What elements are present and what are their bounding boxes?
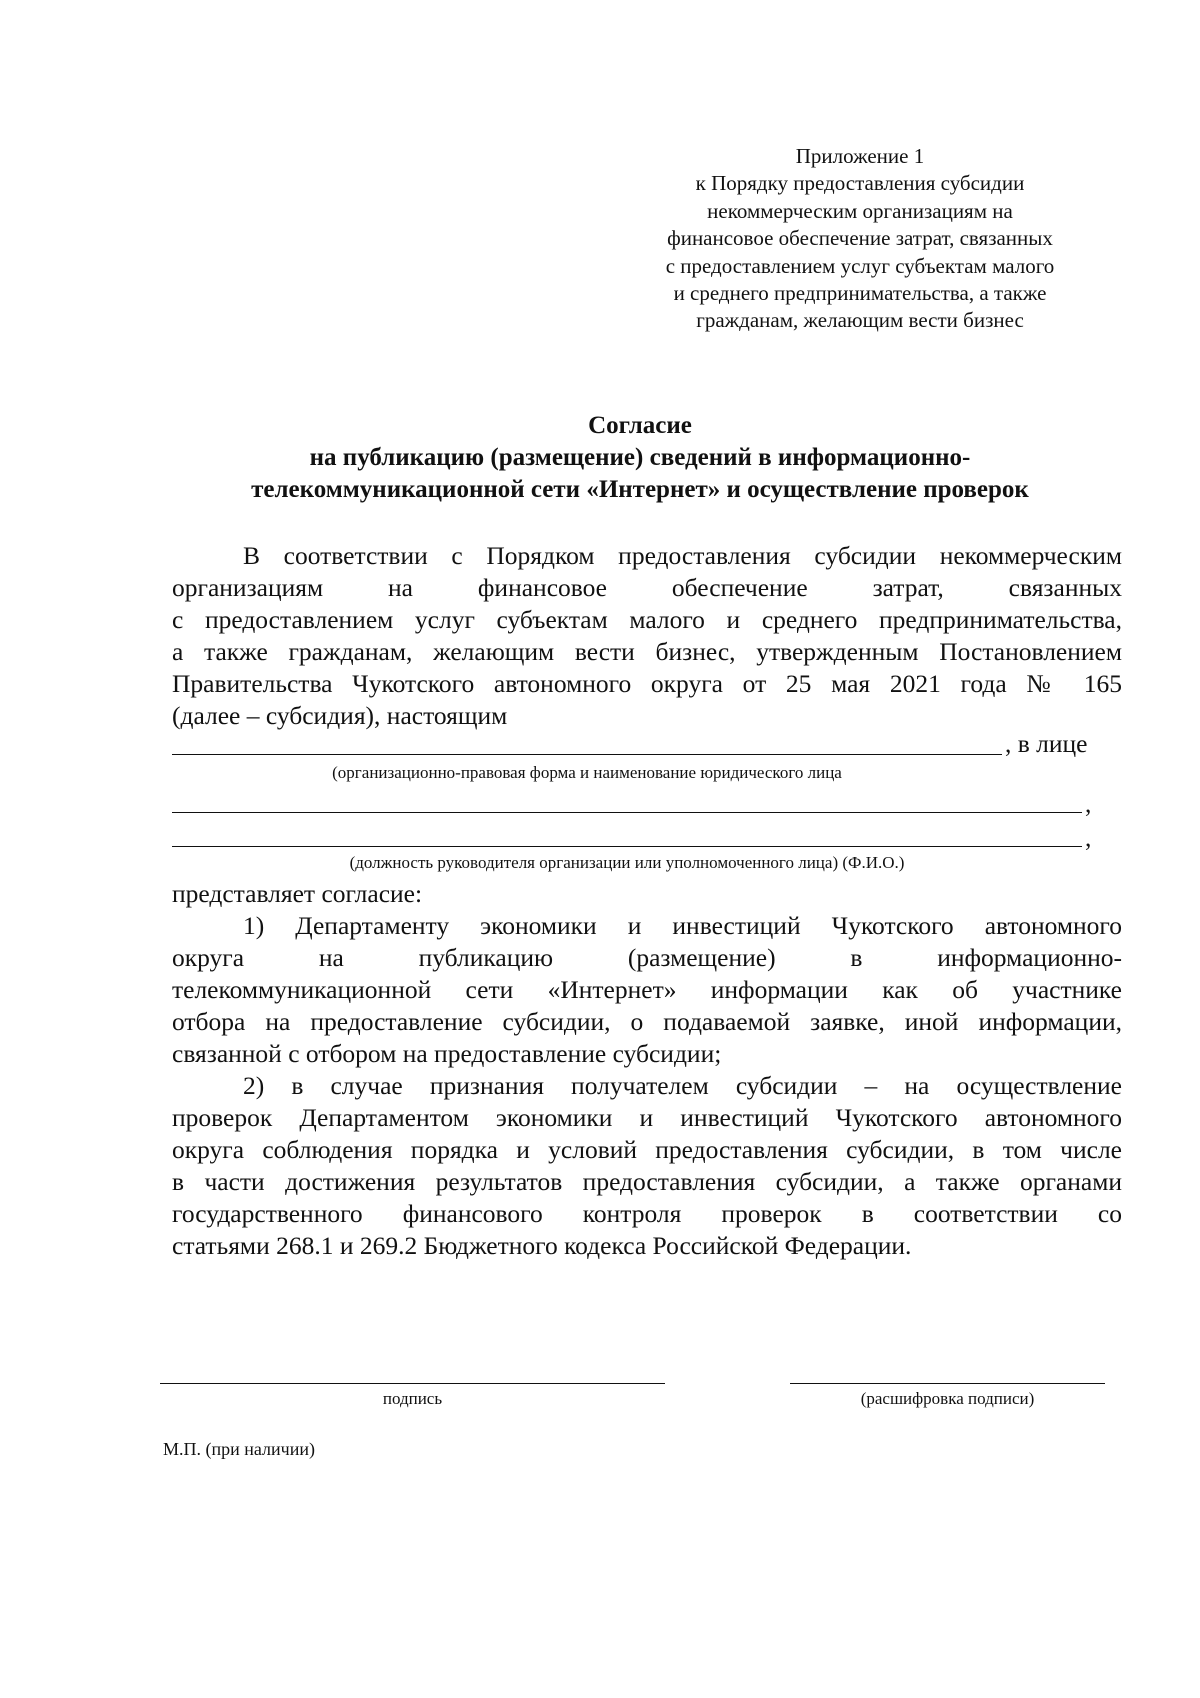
title-line: Согласие (588, 412, 692, 439)
person-comma-2: , (1085, 823, 1092, 852)
signature-decode-field[interactable] (790, 1383, 1105, 1384)
document-title (140, 410, 1140, 506)
consent-line: округа соблюдения порядка и условий предоставления субсидии, в том числе (172, 1135, 1122, 1164)
appendix-line: Приложение 1 (795, 144, 925, 168)
intro-line: (далее – субсидия), настоящим (172, 701, 508, 730)
stamp-note: М.П. (при наличии) (163, 1439, 315, 1459)
consent-line: государственного финансового контроля проверок в соответствии со (172, 1199, 1122, 1228)
person-field-1[interactable] (172, 812, 1082, 813)
appendix-line: к Порядку предоставления субсидии (695, 171, 1025, 196)
consent-line: в части достижения результатов предоставления субсидии, а также органами (172, 1167, 1122, 1196)
signature-decode-caption: (расшифровка подписи) (860, 1389, 1035, 1408)
intro-line: с предоставлением услуг субъектам малого и среднего предпринимательства, (172, 605, 1122, 634)
intro-line: организациям на финансовое обеспечение затрат, связанных (172, 573, 1122, 602)
signature-caption: подпись (382, 1389, 443, 1408)
consent-line: 1) Департаменту экономики и инвестиций Чукотского автономного (243, 911, 1122, 940)
consent-line: 2) в случае признания получателем субсидии – на осуществление (243, 1071, 1122, 1100)
consent-line: связанной с отбором на предоставление субсидии; (172, 1039, 722, 1068)
org-suffix: , в лице (1005, 729, 1088, 758)
consent-line: телекоммуникационной сети «Интернет» информации как об участнике (172, 975, 1122, 1004)
intro-line: а также гражданам, желающим вести бизнес, утвержденным Постановлением (172, 637, 1122, 666)
intro-line: В соответствии с Порядком предоставления субсидии некоммерческим (243, 541, 1122, 570)
appendix-line: финансовое обеспечение затрат, связанных (667, 226, 1053, 251)
title-line: телекоммуникационной сети «Интернет» и осуществление проверок (251, 476, 1029, 503)
appendix-line: с предоставлением услуг субъектам малого (665, 253, 1055, 278)
org-name-field[interactable] (172, 754, 1002, 755)
consent-line: округа на публикацию (размещение) в информационно- (172, 943, 1122, 972)
consent-line: проверок Департаментом экономики и инвестиций Чукотского автономного (172, 1103, 1122, 1132)
org-caption: (организационно-правовая форма и наименование юридического лица (332, 763, 842, 782)
appendix-line: гражданам, желающим вести бизнес (696, 308, 1024, 333)
intro-line: Правительства Чукотского автономного округа от 25 мая 2021 года № 165 (172, 669, 1122, 698)
person-caption: (должность руководителя организации или уполномоченного лица) (Ф.И.О.) (349, 853, 905, 872)
signature-field[interactable] (160, 1383, 665, 1384)
consent-line: представляет согласие: (172, 879, 423, 908)
person-field-2[interactable] (172, 846, 1082, 847)
consent-line: отбора на предоставление субсидии, о подаваемой заявке, иной информации, (172, 1007, 1122, 1036)
person-comma-1: , (1085, 789, 1092, 818)
title-line: на публикацию (размещение) сведений в информационно- (309, 444, 971, 471)
consent-line: статьями 268.1 и 269.2 Бюджетного кодекса Российской Федерации. (172, 1231, 912, 1260)
appendix-line: и среднего предпринимательства, а также (673, 281, 1047, 306)
consent-paragraph (172, 878, 1122, 1262)
appendix-header (620, 143, 1100, 335)
intro-paragraph (172, 540, 1122, 732)
appendix-line: некоммерческим организациям на (707, 198, 1013, 223)
